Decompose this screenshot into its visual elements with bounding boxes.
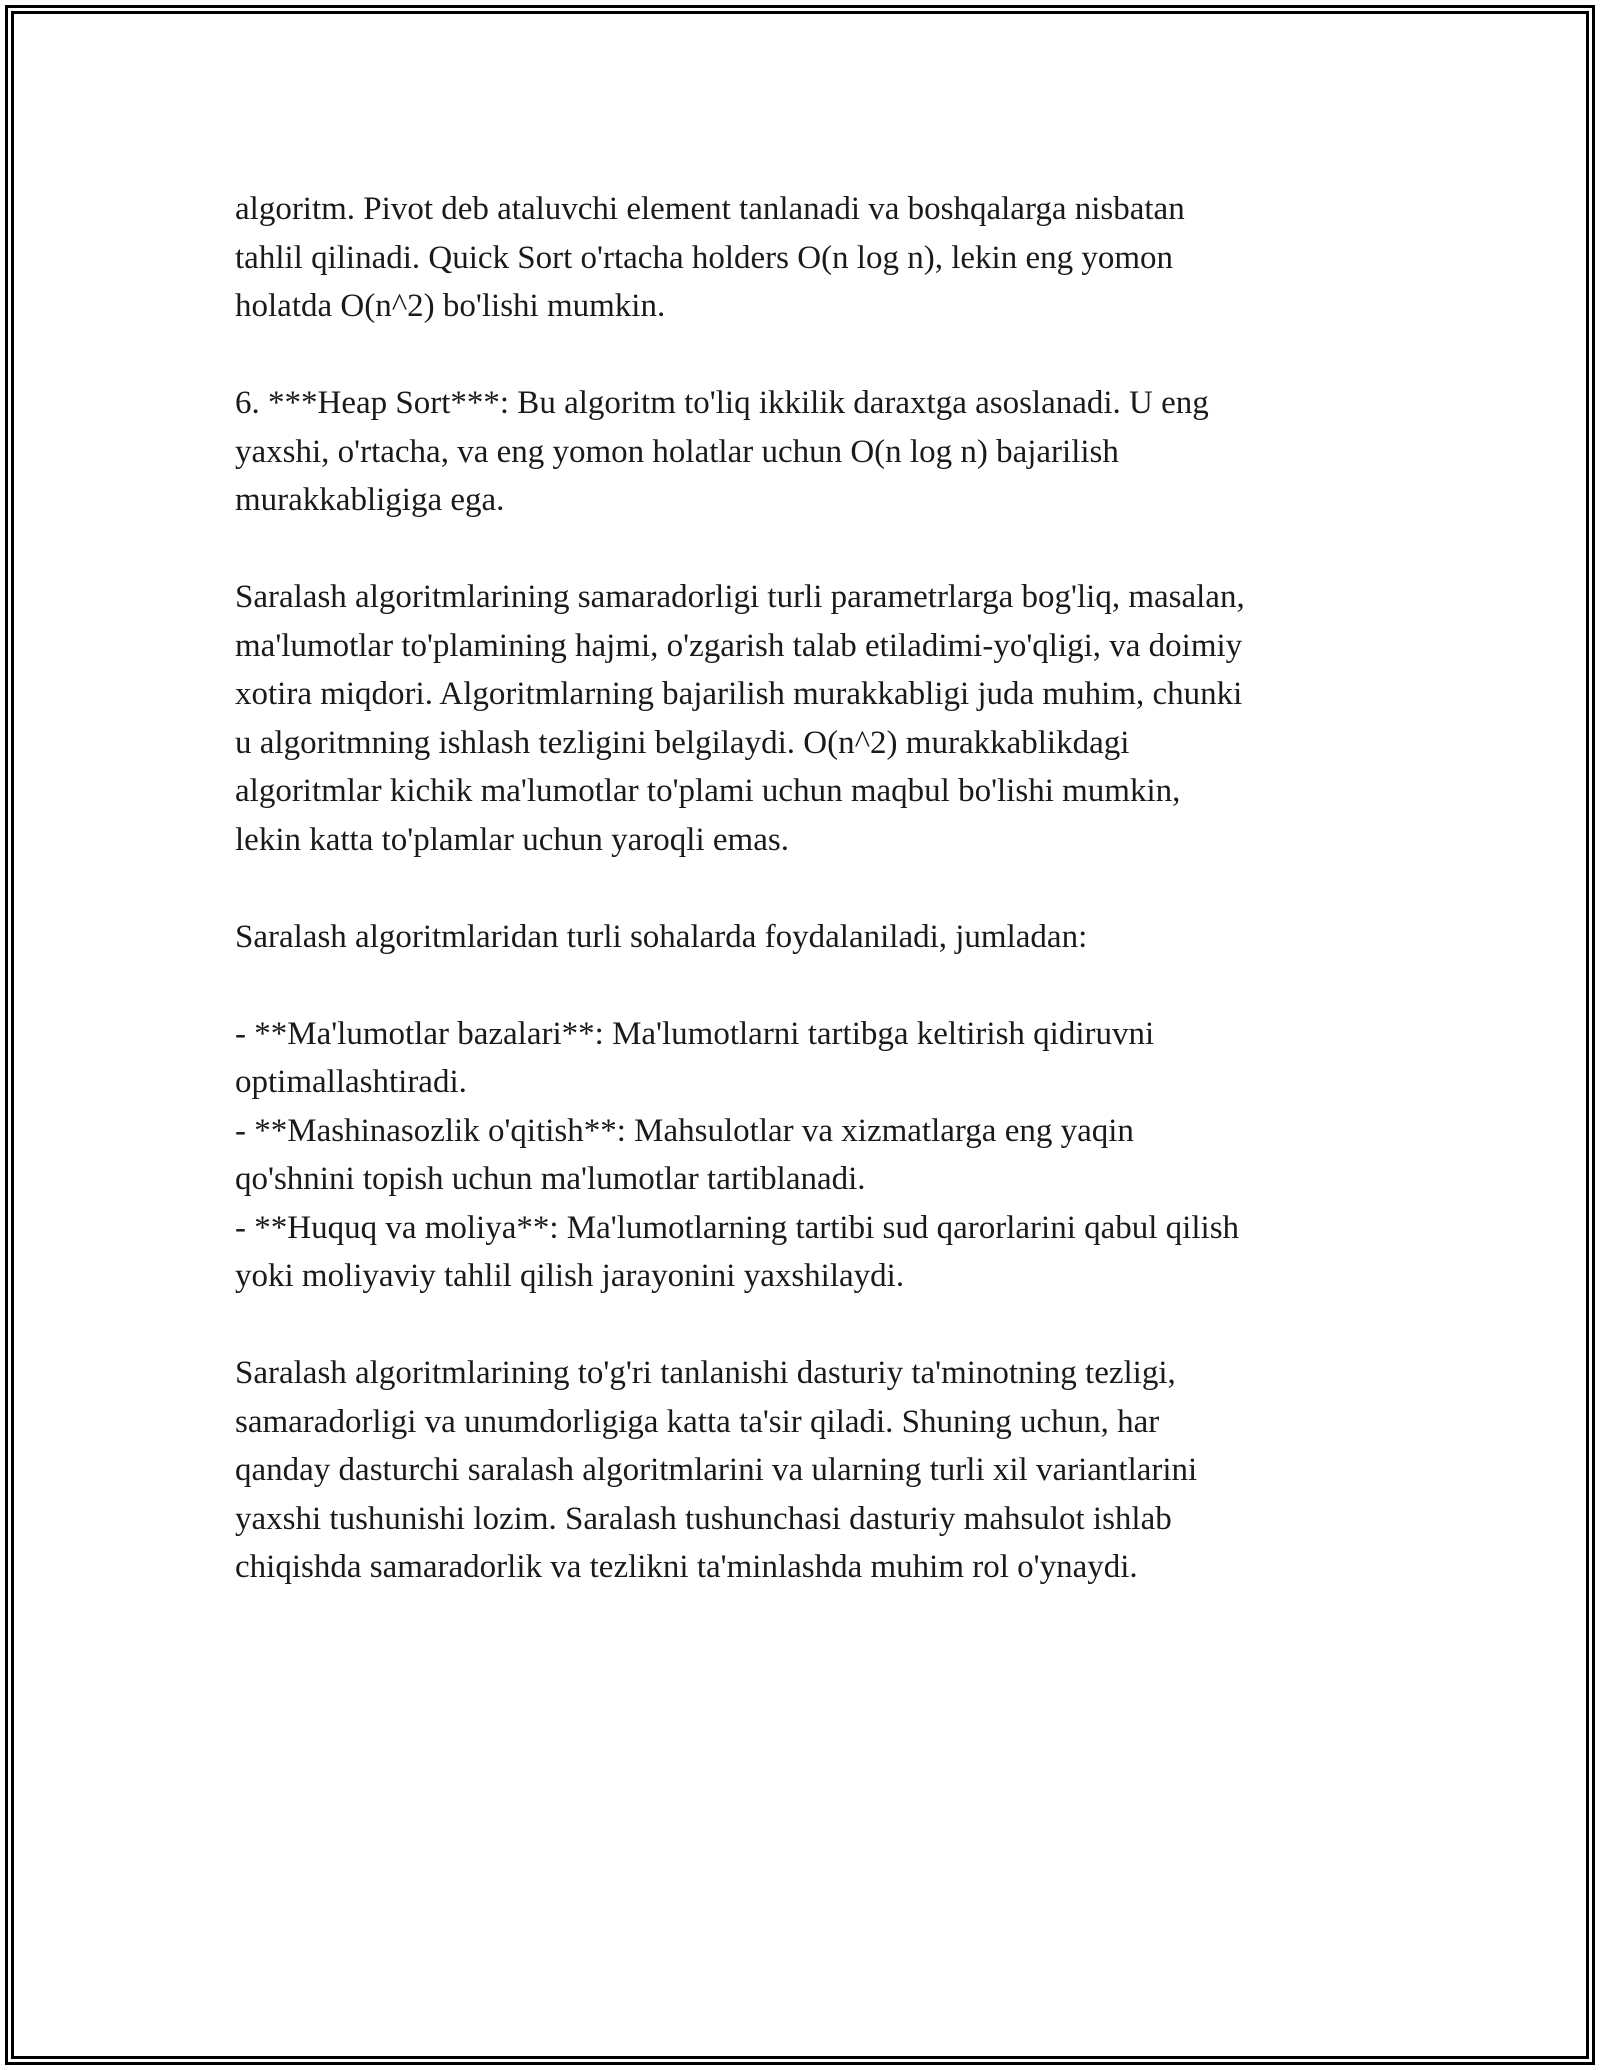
text-line: Saralash algoritmlarining to'g'ri tanlanishi dasturiy ta'minotning tezligi, (235, 1355, 1176, 1391)
text-line: murakkabligiga ega. (235, 482, 505, 518)
paragraph-gap (235, 331, 1375, 380)
text-line: algoritm. Pivot deb ataluvchi element tanlanadi va boshqalarga nisbatan (235, 191, 1185, 227)
text-line: qanday dasturchi saralash algoritmlarini va ularning turli xil variantlarini (235, 1452, 1198, 1488)
list-item-line: - **Mashinasozlik o'qitish**: Mahsulotlar va xizmatlarga eng yaqin (235, 1112, 1134, 1149)
text-line: yaxshi tushunishi lozim. Saralash tushunchasi dasturiy mahsulot ishlab (235, 1500, 1172, 1537)
paragraph-gap (235, 525, 1375, 574)
paragraph-usage-intro (235, 913, 1375, 962)
paragraph-efficiency (235, 573, 1375, 864)
paragraph-heapsort (235, 379, 1375, 525)
list-item-line: yoki moliyaviy tahlil qilish jarayonini yaxshilaydi. (235, 1258, 905, 1294)
text-line: u algoritmning ishlash tezligini belgilaydi. O(n^2) murakkablikdagi (235, 724, 1130, 761)
list-item-line: qo'shnini topish uchun ma'lumotlar tartiblanadi. (235, 1161, 866, 1197)
paragraph-gap (235, 1301, 1375, 1350)
list-item-line: optimallashtiradi. (235, 1064, 467, 1100)
text-line: xotira miqdori. Algoritmlarning bajarilish murakkabligi juda muhim, chunki (235, 676, 1243, 712)
text-line: yaxshi, o'rtacha, va eng yomon holatlar uchun O(n log n) bajarilish (235, 433, 1119, 470)
text-line: chiqishda samaradorlik va tezlikni ta'minlashda muhim rol o'ynaydi. (235, 1549, 1138, 1585)
text-line: ma'lumotlar to'plamining hajmi, o'zgarish talab etiladimi-yo'qligi, va doimiy (235, 627, 1243, 664)
text-line: lekin katta to'plamlar uchun yaroqli emas. (235, 821, 789, 858)
text-line: 6. ***Heap Sort***: Bu algoritm to'liq ikkilik daraxtga asoslanadi. U eng (235, 385, 1209, 421)
text-line: tahlil qilinadi. Quick Sort o'rtacha holders O(n log n), lekin eng yomon (235, 239, 1174, 276)
list-item-line: - **Huquq va moliya**: Ma'lumotlarning tartibi sud qarorlarini qabul qilish (235, 1209, 1240, 1246)
paragraph-gap (235, 864, 1375, 913)
text-line: holatda O(n^2) bo'lishi mumkin. (235, 288, 666, 324)
paragraph-gap (235, 961, 1375, 1010)
document-body (235, 185, 1375, 1592)
text-line: Saralash algoritmlarining samaradorligi turli parametrlarga bog'liq, masalan, (235, 579, 1245, 615)
paragraph-conclusion (235, 1349, 1375, 1592)
list-item-line: - **Ma'lumotlar bazalari**: Ma'lumotlarni tartibga keltirish qidiruvni (235, 1015, 1155, 1052)
paragraph-quicksort (235, 185, 1375, 331)
text-line: algoritmlar kichik ma'lumotlar to'plami uchun maqbul bo'lishi mumkin, (235, 773, 1181, 809)
text-line: samaradorligi va unumdorligiga katta ta'sir qiladi. Shuning uchun, har (235, 1403, 1160, 1440)
usage-list (235, 1010, 1375, 1301)
text-line: Saralash algoritmlaridan turli sohalarda foydalaniladi, jumladan: (235, 918, 1088, 955)
